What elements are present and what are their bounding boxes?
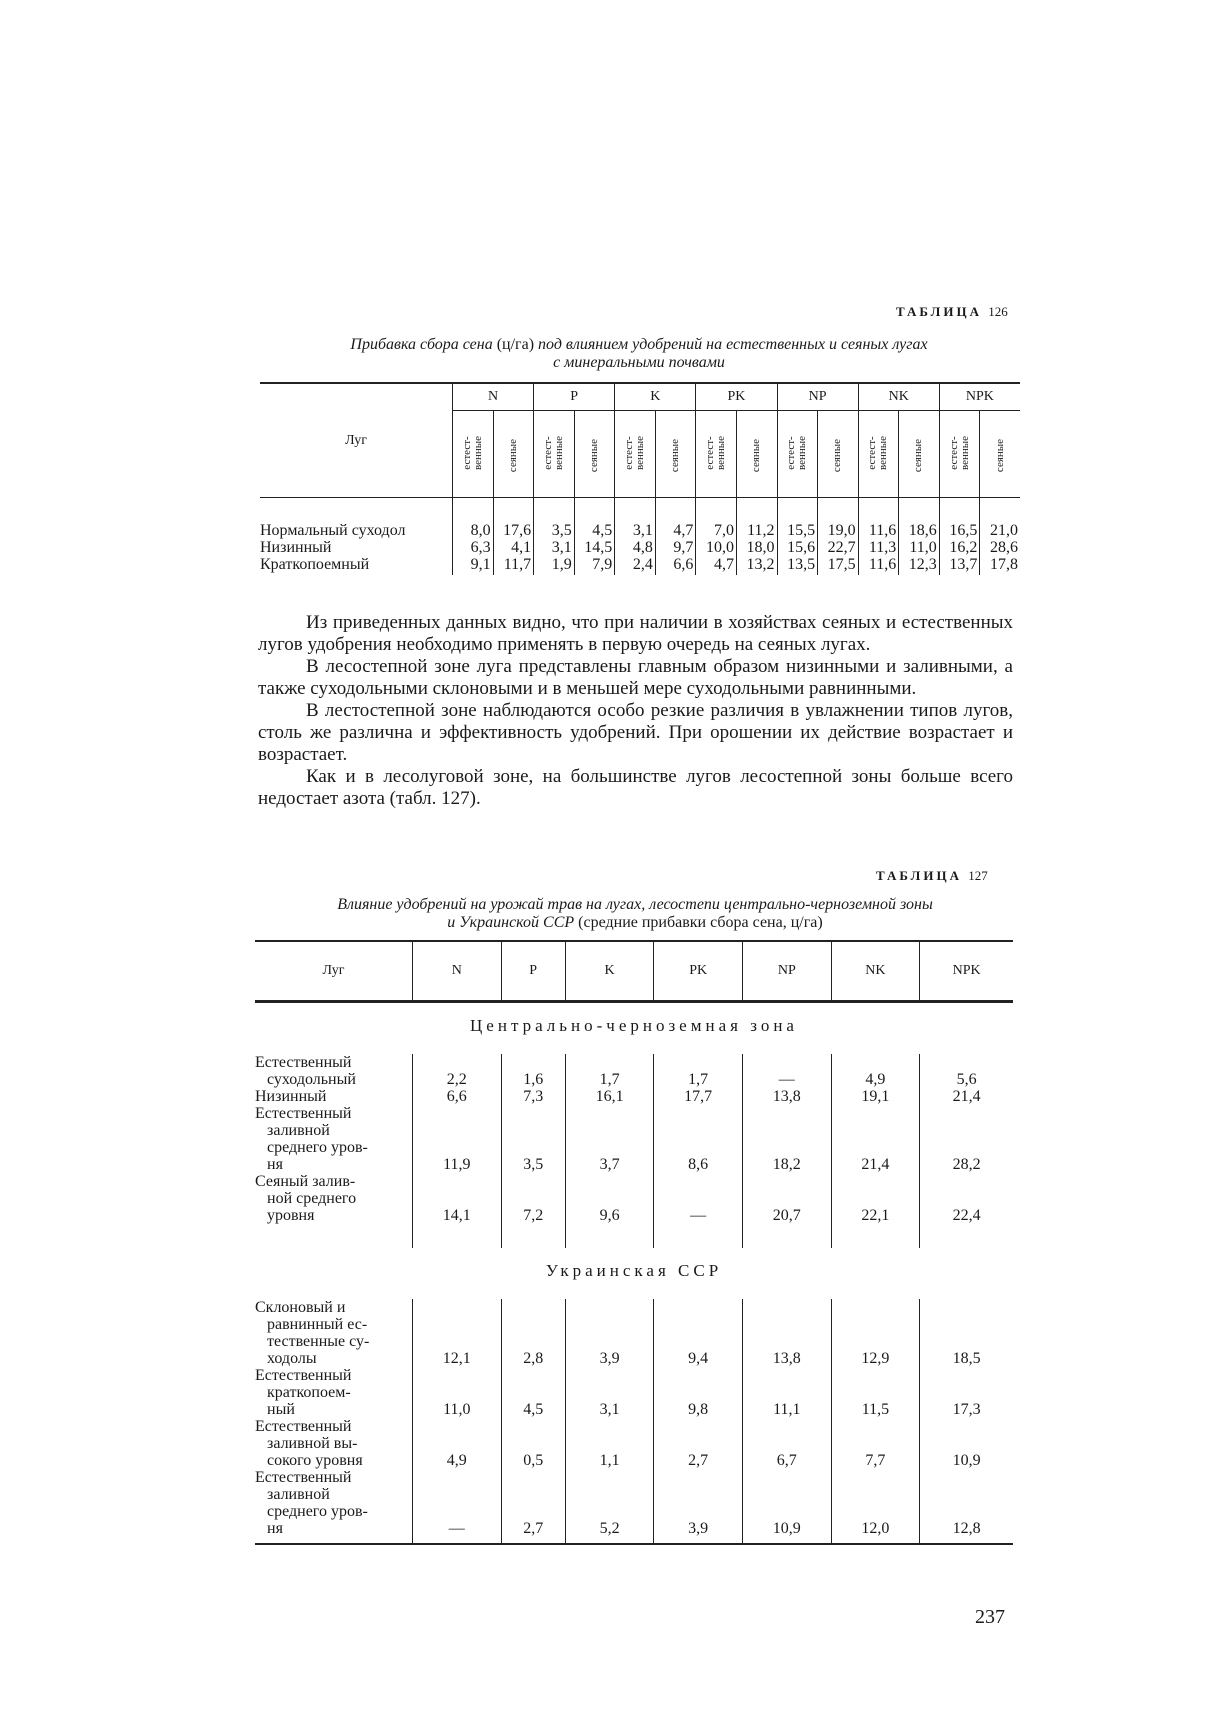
table-cell: 28,2 xyxy=(920,1105,1013,1173)
table-cell: 3,1 xyxy=(565,1367,654,1418)
subheader-label: сеяные xyxy=(588,438,600,473)
subheader-sown xyxy=(493,411,534,498)
table-cell: 11,2 xyxy=(736,498,777,540)
table-cell: 10,9 xyxy=(742,1469,831,1544)
table-126-label xyxy=(896,304,1008,320)
table-cell: 11,6 xyxy=(858,498,899,540)
subheader-natural xyxy=(615,411,656,498)
table-cell: 4,1 xyxy=(493,539,534,556)
table-cell: 18,5 xyxy=(920,1299,1013,1367)
table-cell: 13,8 xyxy=(742,1299,831,1367)
subheader-sown xyxy=(574,411,615,498)
row-name xyxy=(255,1173,413,1248)
row-name-line: суходольный xyxy=(267,1071,356,1088)
table-cell: 6,3 xyxy=(453,539,494,556)
paragraph: Из приведенных данных видно, что при наличии в хозяйствах сеяных и естественных лугов удобрения необходимо применять в первую очередь на сеяных лугах. xyxy=(258,612,1013,655)
row-name xyxy=(255,1418,413,1469)
row-name-line: ня xyxy=(267,1156,283,1173)
table-cell: 15,6 xyxy=(777,539,818,556)
zone-title: Украинская ССР xyxy=(545,1261,723,1280)
col-group-header: PK xyxy=(696,383,777,411)
table-cell: 7,9 xyxy=(574,556,615,575)
table-cell: 9,4 xyxy=(654,1299,743,1367)
subheader-label: сеяные xyxy=(750,438,763,473)
col-group-header: NP xyxy=(777,383,858,411)
table-cell: 7,3 xyxy=(501,1088,565,1105)
table-cell: 1,9 xyxy=(534,556,575,575)
col-header-lug: Луг xyxy=(255,941,413,1002)
table-cell: 9,7 xyxy=(655,539,696,556)
table-cell: 17,7 xyxy=(654,1088,743,1105)
table-cell: 3,9 xyxy=(565,1299,654,1367)
table-cell: 10,0 xyxy=(696,539,737,556)
caption-line-2: и Украинской ССР (средние прибавки сбора сена, ц/га) xyxy=(447,914,823,931)
caption-line-1: Влияние удобрений на урожай трав на лугах, лесостепи центрально-черноземной зоны xyxy=(337,896,933,913)
table-cell: 2,4 xyxy=(615,556,656,575)
table-cell: 11,6 xyxy=(858,556,899,575)
table-row xyxy=(255,1173,1013,1248)
row-name-line: уровня xyxy=(267,1207,315,1224)
zone-row xyxy=(255,1248,1013,1299)
row-name-line: среднего уров- xyxy=(267,1503,368,1520)
row-name-line: ной среднего xyxy=(267,1190,357,1207)
table-cell: 17,3 xyxy=(920,1367,1013,1418)
table-cell: 12,8 xyxy=(920,1469,1013,1544)
table-126-caption xyxy=(258,336,1020,372)
subheader-label: естест- венные xyxy=(704,435,728,471)
table-cell: 13,5 xyxy=(777,556,818,575)
row-name xyxy=(255,1367,413,1418)
table-cell: 4,7 xyxy=(655,498,696,540)
table-cell: 4,5 xyxy=(501,1367,565,1418)
col-group-header: NPK xyxy=(939,383,1020,411)
table-cell: 1,7 xyxy=(654,1054,743,1088)
table-cell: 12,9 xyxy=(831,1299,920,1367)
table-cell: 11,0 xyxy=(413,1367,502,1418)
table-cell: 0,5 xyxy=(501,1418,565,1469)
row-name-line: краткопоем- xyxy=(267,1384,351,1401)
table-cell: 1,6 xyxy=(501,1054,565,1088)
col-header: N xyxy=(413,941,502,1002)
row-name xyxy=(255,1088,413,1105)
table-label-word: ТАБЛИЦА xyxy=(896,304,982,319)
subheader-label: сеяные xyxy=(506,438,519,473)
table-cell: 3,1 xyxy=(534,539,575,556)
row-name-line: среднего уров- xyxy=(267,1139,368,1156)
table-cell: 4,9 xyxy=(831,1054,920,1088)
table-cell: 21,4 xyxy=(920,1088,1013,1105)
subheader-label: сеяные xyxy=(912,438,925,473)
table-cell: 11,9 xyxy=(413,1105,502,1173)
table-cell: 22,1 xyxy=(831,1173,920,1248)
table-cell: 4,7 xyxy=(696,556,737,575)
table-cell: 21,4 xyxy=(831,1105,920,1173)
table-cell: 6,6 xyxy=(655,556,696,575)
row-name-line: ходолы xyxy=(267,1350,317,1367)
table-cell: 13,2 xyxy=(736,556,777,575)
col-header: PK xyxy=(654,941,743,1002)
table-cell: 9,8 xyxy=(654,1367,743,1418)
subheader-sown xyxy=(655,411,696,498)
table-row xyxy=(255,1469,1013,1544)
table-cell: — xyxy=(742,1054,831,1088)
table-cell: 17,6 xyxy=(493,498,534,540)
row-name-line: ный xyxy=(267,1401,295,1418)
subheader-label: естест- венные xyxy=(866,435,890,471)
table-cell: 18,2 xyxy=(742,1105,831,1173)
table-cell: 8,0 xyxy=(453,498,494,540)
row-name-line: заливной xyxy=(267,1122,330,1139)
subheader-label: сеяные xyxy=(993,438,1006,473)
row-name xyxy=(255,1105,413,1173)
table-cell: 15,5 xyxy=(777,498,818,540)
row-name-line: сокого уровня xyxy=(267,1452,363,1469)
table-cell: 2,7 xyxy=(501,1469,565,1544)
zone-row xyxy=(255,1002,1013,1055)
paragraph: В лестостепной зоне наблюдаются особо резкие различия в увлажнении типов лугов, столь же различна и эффективность удобрений. При орошении их действие возрастает и возрастает. xyxy=(258,700,1013,765)
subheader-sown xyxy=(736,411,777,498)
row-name xyxy=(255,1469,413,1544)
row-name-line: ня xyxy=(267,1520,283,1537)
table-cell: 11,0 xyxy=(899,539,940,556)
table-cell: 12,1 xyxy=(413,1299,502,1367)
table-127-label xyxy=(876,868,988,884)
table-cell: 2,7 xyxy=(654,1418,743,1469)
table-cell: 6,6 xyxy=(413,1088,502,1105)
row-name: Низинный xyxy=(260,539,332,556)
table-cell: 5,2 xyxy=(565,1469,654,1544)
table-cell: 20,7 xyxy=(742,1173,831,1248)
table-cell: 1,1 xyxy=(565,1418,654,1469)
table-row xyxy=(255,1105,1013,1173)
table-cell: 3,9 xyxy=(654,1469,743,1544)
table-header-row xyxy=(255,941,1013,1002)
table-cell: 6,7 xyxy=(742,1418,831,1469)
col-header: NPK xyxy=(920,941,1013,1002)
table-row xyxy=(260,498,1020,540)
row-name: Нормальный суходол xyxy=(260,522,406,539)
table-row xyxy=(260,556,1020,575)
table-cell: 2,2 xyxy=(413,1054,502,1088)
table-cell: 14,1 xyxy=(413,1173,502,1248)
row-name xyxy=(255,1299,413,1367)
table-cell: 17,8 xyxy=(980,556,1020,575)
table-cell: 19,1 xyxy=(831,1088,920,1105)
table-cell: 11,5 xyxy=(831,1367,920,1418)
zone-title: Центрально-черноземная зона xyxy=(470,1016,798,1035)
row-name-line: Естественный xyxy=(255,1105,352,1122)
col-header: NP xyxy=(742,941,831,1002)
table-cell: 14,5 xyxy=(574,539,615,556)
row-name xyxy=(255,1054,413,1088)
table-126 xyxy=(260,382,1020,575)
col-header: K xyxy=(565,941,654,1002)
subheader-sown xyxy=(818,411,859,498)
subheader-natural xyxy=(453,411,494,498)
subheader-natural xyxy=(777,411,818,498)
subheader-sown xyxy=(980,411,1020,498)
col-group-header: N xyxy=(453,383,534,411)
table-cell: — xyxy=(413,1469,502,1544)
subheader-natural xyxy=(534,411,575,498)
caption-line-1: Прибавка сбора сена (ц/га) под влиянием удобрений на естественных и сеяных лугах xyxy=(350,336,928,353)
caption-line-2: с минеральными почвами xyxy=(553,354,725,371)
subheader-natural xyxy=(858,411,899,498)
table-cell: 7,7 xyxy=(831,1418,920,1469)
table-cell: 4,8 xyxy=(615,539,656,556)
table-cell: 9,6 xyxy=(565,1173,654,1248)
col-header: P xyxy=(501,941,565,1002)
table-row xyxy=(255,1088,1013,1105)
paragraph: В лесостепной зоне луга представлены главным образом низинными и заливными, а также суходольными склоновыми и в меньшей мере суходольными равнинными. xyxy=(258,656,1013,699)
table-cell: 17,5 xyxy=(818,556,859,575)
table-cell: 22,4 xyxy=(920,1173,1013,1248)
table-number: 127 xyxy=(968,868,988,883)
table-cell: 8,6 xyxy=(654,1105,743,1173)
table-cell: 11,1 xyxy=(742,1367,831,1418)
table-cell: 3,1 xyxy=(615,498,656,540)
table-cell: 16,5 xyxy=(939,498,980,540)
table-cell: 21,0 xyxy=(980,498,1020,540)
row-name-line: заливной xyxy=(267,1486,330,1503)
table-number: 126 xyxy=(988,304,1008,319)
table-cell: 3,7 xyxy=(565,1105,654,1173)
table-cell: 16,2 xyxy=(939,539,980,556)
table-row xyxy=(260,539,1020,556)
col-header-lug: Луг xyxy=(260,383,453,498)
table-header-row xyxy=(260,383,1020,411)
table-cell: 3,5 xyxy=(534,498,575,540)
table-label-word: ТАБЛИЦА xyxy=(876,868,962,883)
table-row xyxy=(255,1418,1013,1469)
table-127-caption xyxy=(255,896,1015,932)
row-name-line: Низинный xyxy=(255,1088,327,1105)
table-cell: 16,1 xyxy=(565,1088,654,1105)
paragraph: Как и в лесолуговой зоне, на большинстве лугов лесостепной зоны больше всего недостает азота (табл. 127). xyxy=(258,766,1013,809)
table-127 xyxy=(255,940,1013,1545)
row-name-line: Естественный xyxy=(255,1054,352,1071)
table-cell: 1,7 xyxy=(565,1054,654,1088)
subheader-label: сеяные xyxy=(831,438,844,473)
table-row xyxy=(255,1054,1013,1088)
subheader-label: естест- венные xyxy=(460,435,484,471)
subheader-label: естест- венные xyxy=(947,435,971,471)
row-name-line: равнинный ес- xyxy=(267,1316,368,1333)
col-group-header: K xyxy=(615,383,696,411)
table-cell: 18,0 xyxy=(736,539,777,556)
subheader-label: естест- венные xyxy=(785,435,809,471)
subheader-natural xyxy=(696,411,737,498)
table-cell: 5,6 xyxy=(920,1054,1013,1088)
table-cell: 13,8 xyxy=(742,1088,831,1105)
row-name-line: Естественный xyxy=(255,1367,352,1384)
table-cell: 13,7 xyxy=(939,556,980,575)
table-cell: 28,6 xyxy=(980,539,1020,556)
table-cell: 3,5 xyxy=(501,1105,565,1173)
table-cell: 19,0 xyxy=(818,498,859,540)
body-text xyxy=(258,612,1013,810)
row-name-line: Склоновый и xyxy=(255,1299,346,1316)
table-cell: 4,5 xyxy=(574,498,615,540)
page-number: 237 xyxy=(975,1606,1005,1628)
table-cell: 2,8 xyxy=(501,1299,565,1367)
subheader-label: сеяные xyxy=(669,438,682,473)
row-name-line: Естественный xyxy=(255,1469,352,1486)
table-cell: 7,2 xyxy=(501,1173,565,1248)
table-cell: 22,7 xyxy=(818,539,859,556)
table-cell: 11,3 xyxy=(858,539,899,556)
table-cell: 11,7 xyxy=(493,556,534,575)
row-name: Краткопоемный xyxy=(260,556,370,573)
table-cell: 4,9 xyxy=(413,1418,502,1469)
col-group-header: NK xyxy=(858,383,939,411)
row-name-line: Естественный xyxy=(255,1418,352,1435)
table-cell: 12,0 xyxy=(831,1469,920,1544)
col-group-header: P xyxy=(534,383,615,411)
subheader-sown xyxy=(899,411,940,498)
table-cell: 10,9 xyxy=(920,1418,1013,1469)
table-row xyxy=(255,1299,1013,1367)
subheader-label: естест- венные xyxy=(541,435,565,471)
row-name-line: Сеяный залив- xyxy=(255,1173,356,1190)
table-cell: — xyxy=(654,1173,743,1248)
table-127-body xyxy=(255,1002,1013,1545)
col-header: NK xyxy=(831,941,920,1002)
subheader-label: естест- венные xyxy=(623,435,647,471)
table-126-body xyxy=(260,498,1020,576)
table-cell: 12,3 xyxy=(899,556,940,575)
table-cell: 7,0 xyxy=(696,498,737,540)
table-row xyxy=(255,1367,1013,1418)
row-name-line: тественные су- xyxy=(267,1333,370,1350)
subheader-natural xyxy=(939,411,980,498)
table-cell: 9,1 xyxy=(453,556,494,575)
table-cell: 18,6 xyxy=(899,498,940,540)
row-name-line: заливной вы- xyxy=(267,1435,358,1452)
